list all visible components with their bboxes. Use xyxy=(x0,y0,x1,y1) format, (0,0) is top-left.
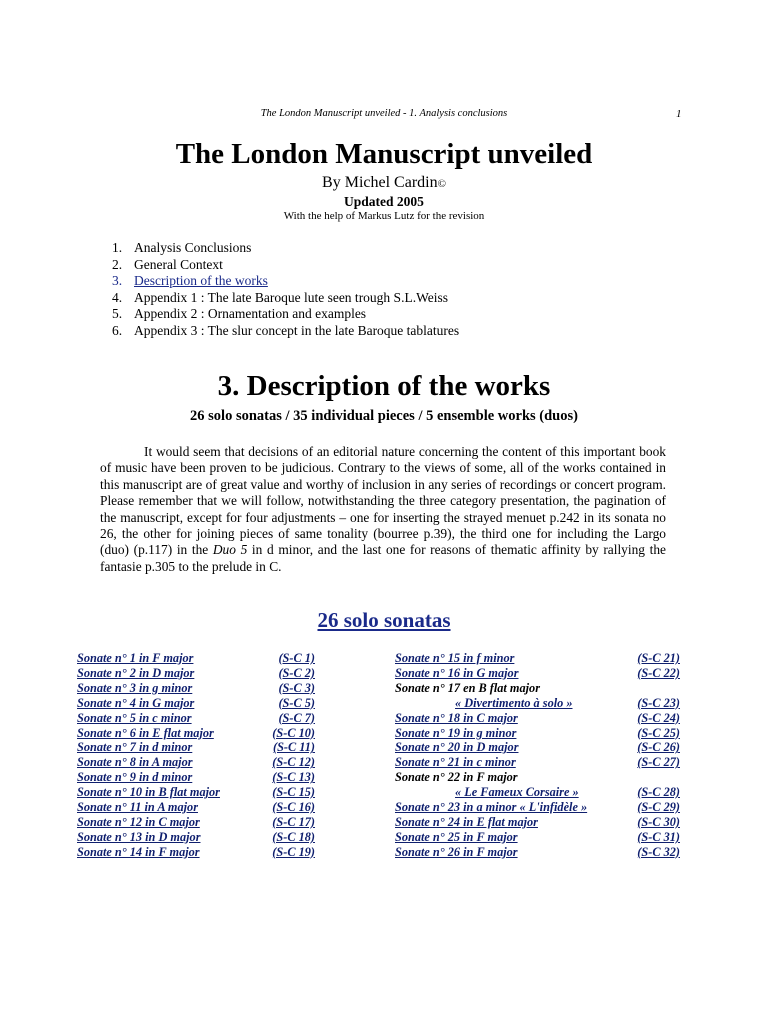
updated-note: Updated 2005 xyxy=(344,194,424,209)
sonata-title: Sonate n° 26 in F major xyxy=(395,844,518,859)
toc-link-description-of-works[interactable]: Description of the works xyxy=(134,273,268,288)
sonata-ref: (S-C 31) xyxy=(637,829,680,844)
sonata-link[interactable] xyxy=(77,711,315,726)
document-title: The London Manuscript unveiled xyxy=(175,138,593,170)
sonata-title: Sonate n° 14 in F major xyxy=(77,844,200,859)
sonata-title: Sonate n° 12 in C major xyxy=(77,814,200,829)
sonata-title: Sonate n° 22 in F major xyxy=(395,770,518,785)
toc-number: 6. xyxy=(112,322,123,338)
toc-item xyxy=(112,240,459,257)
sonata-ref: (S-C 11) xyxy=(272,740,315,755)
sonata-link[interactable] xyxy=(77,800,315,815)
sonata-title-line xyxy=(395,681,680,696)
table-of-contents xyxy=(112,240,459,339)
paragraph-text: It would seem that decisions of an editorial nature concerning the content of this important book of music have been proven to be judicious. Contrary to the views of some, all of the works contained in this manuscript are of great value and worthy of inclusion in any series of recordings or concert program. Please remember that we will follow, notwithstanding the three category presentation, the pagination of the manuscript, except for four adjustments – one for inserting the strayed menuet p.242 in its sonata no 26, the other for joining pieces of same tonality (bourree p.39), the third one for including the Largo (duo) (p.117) in the xyxy=(100,444,666,558)
sonata-link[interactable] xyxy=(395,711,680,726)
sonata-title: Sonate n° 20 in D major xyxy=(395,740,519,755)
sonata-link[interactable] xyxy=(395,755,680,770)
sonata-link[interactable] xyxy=(77,666,315,681)
sonata-title: Sonate n° 4 in G major xyxy=(77,695,195,710)
sonata-ref: (S-C 19) xyxy=(272,844,315,859)
sonata-title: Sonate n° 9 in d minor xyxy=(77,770,193,785)
sonata-link[interactable] xyxy=(77,726,315,741)
toc-number: 1. xyxy=(112,240,123,255)
toc-item xyxy=(112,257,459,274)
sonata-ref: (S-C 2) xyxy=(278,665,315,680)
toc-label: General Context xyxy=(134,256,223,272)
sonata-ref: (S-C 5) xyxy=(278,695,315,710)
sonata-ref: (S-C 13) xyxy=(272,770,315,785)
sonata-link[interactable] xyxy=(77,815,315,830)
sonata-link[interactable] xyxy=(395,740,680,755)
sonata-ref: (S-C 10) xyxy=(272,725,315,740)
sonata-title: Sonate n° 7 in d minor xyxy=(77,740,193,755)
sonata-link[interactable] xyxy=(77,830,315,845)
sonata-link[interactable] xyxy=(77,755,315,770)
sonata-title: Sonate n° 24 in E flat major xyxy=(395,814,538,829)
toc-number: 2. xyxy=(112,256,123,272)
sonata-link[interactable] xyxy=(395,830,680,845)
sonata-list-left xyxy=(77,651,315,860)
sonata-ref: (S-C 28) xyxy=(637,785,680,800)
sonata-title-line xyxy=(395,770,680,785)
sonata-link[interactable] xyxy=(77,770,315,785)
toc-label: Analysis Conclusions xyxy=(134,240,252,255)
sonata-title: Sonate n° 2 in D major xyxy=(77,665,195,680)
sonata-link[interactable] xyxy=(395,696,680,711)
sonata-link[interactable] xyxy=(77,845,315,860)
section-heading: 3. Description of the works xyxy=(217,370,551,402)
sonata-link[interactable] xyxy=(77,651,315,666)
sonata-ref: (S-C 29) xyxy=(637,800,680,815)
sonata-title: Sonate n° 5 in c minor xyxy=(77,710,192,725)
sonata-ref: (S-C 1) xyxy=(278,651,315,665)
sonata-ref: (S-C 26) xyxy=(637,740,680,755)
sonata-link[interactable] xyxy=(395,800,680,815)
toc-label: Appendix 2 : Ornamentation and examples xyxy=(134,306,367,321)
section-subheading: 26 solo sonatas / 35 individual pieces / 5 ensemble works (duos) xyxy=(190,408,578,424)
page-number: 1 xyxy=(676,108,682,120)
sonata-title: Sonate n° 18 in C major xyxy=(395,710,518,725)
intro-paragraph xyxy=(100,444,666,575)
sonata-ref: (S-C 17) xyxy=(272,814,315,829)
sonata-title: Sonate n° 11 in A major xyxy=(77,800,198,815)
sonata-title: Sonate n° 3 in g minor xyxy=(77,680,193,695)
sonata-ref: (S-C 25) xyxy=(637,725,680,740)
paragraph-text: in d minor, and the last one for reasons of thematic affinity by rallying the fantasie p.305 to the prelude in C. xyxy=(100,542,666,574)
sonata-title: Sonate n° 8 in A major xyxy=(77,755,193,770)
sonata-link[interactable] xyxy=(77,681,315,696)
sonata-title: Sonate n° 25 in F major xyxy=(395,829,518,844)
sonata-ref: (S-C 7) xyxy=(278,710,315,725)
sonata-link[interactable] xyxy=(395,845,680,860)
sonata-title: Sonate n° 15 in f minor xyxy=(395,651,515,665)
sonatas-heading: 26 solo sonatas xyxy=(317,608,451,632)
sonata-title: Sonate n° 6 in E flat major xyxy=(77,725,214,740)
sonata-link[interactable] xyxy=(395,815,680,830)
toc-item xyxy=(112,306,459,323)
toc-item-current[interactable] xyxy=(112,273,459,290)
author-name: By Michel Cardin xyxy=(322,174,438,191)
sonata-title: Sonate n° 13 in D major xyxy=(77,829,201,844)
toc-number: 4. xyxy=(112,289,123,305)
sonata-title: Sonate n° 21 in c minor xyxy=(395,755,516,770)
sonata-ref: (S-C 23) xyxy=(637,695,680,710)
sonata-ref: (S-C 16) xyxy=(272,800,315,815)
toc-label: Appendix 1 : The late Baroque lute seen trough S.L.Weiss xyxy=(134,289,448,305)
sonata-ref: (S-C 3) xyxy=(278,680,315,695)
sonata-ref: (S-C 27) xyxy=(637,755,680,770)
sonata-title: Sonate n° 17 en B flat major xyxy=(395,680,540,695)
sonata-title: Sonate n° 23 in a minor « L'infidèle » xyxy=(395,800,588,815)
sonata-link[interactable] xyxy=(395,785,680,800)
sonata-link[interactable] xyxy=(77,740,315,755)
sonata-ref: (S-C 22) xyxy=(637,665,680,680)
byline xyxy=(0,174,768,192)
sonata-ref: (S-C 18) xyxy=(272,829,315,844)
sonata-link[interactable] xyxy=(77,696,315,711)
toc-item xyxy=(112,323,459,340)
sonata-link[interactable] xyxy=(77,785,315,800)
sonata-ref: (S-C 32) xyxy=(637,844,680,859)
sonata-link[interactable] xyxy=(395,666,680,681)
toc-label: Appendix 3 : The slur concept in the late Baroque tablatures xyxy=(134,322,460,338)
sonata-list-right xyxy=(395,651,680,860)
sonata-ref: (S-C 15) xyxy=(272,785,315,800)
sonata-ref: (S-C 30) xyxy=(637,814,680,829)
sonata-ref: (S-C 21) xyxy=(637,651,680,665)
toc-number: 3. xyxy=(112,273,123,288)
sonata-title: Sonate n° 1 in F major xyxy=(77,651,194,665)
sonata-subtitle: « Le Fameux Corsaire » xyxy=(455,785,579,800)
sonata-title: Sonate n° 10 in B flat major xyxy=(77,785,220,800)
toc-item xyxy=(112,290,459,307)
sonata-link[interactable] xyxy=(395,726,680,741)
sonata-ref: (S-C 12) xyxy=(272,755,315,770)
sonata-ref: (S-C 24) xyxy=(637,710,680,725)
sonata-subtitle: « Divertimento à solo » xyxy=(455,695,573,710)
sonata-title: Sonate n° 16 in G major xyxy=(395,665,519,680)
sonata-title: Sonate n° 19 in g minor xyxy=(395,725,517,740)
toc-number: 5. xyxy=(112,306,123,321)
running-header: The London Manuscript unveiled - 1. Analysis conclusions xyxy=(260,108,508,119)
sonata-link[interactable] xyxy=(395,651,680,666)
revision-credit: With the help of Markus Lutz for the revision xyxy=(283,210,485,222)
paragraph-emphasis: Duo 5 xyxy=(212,542,248,558)
copyright-symbol: © xyxy=(437,178,446,190)
